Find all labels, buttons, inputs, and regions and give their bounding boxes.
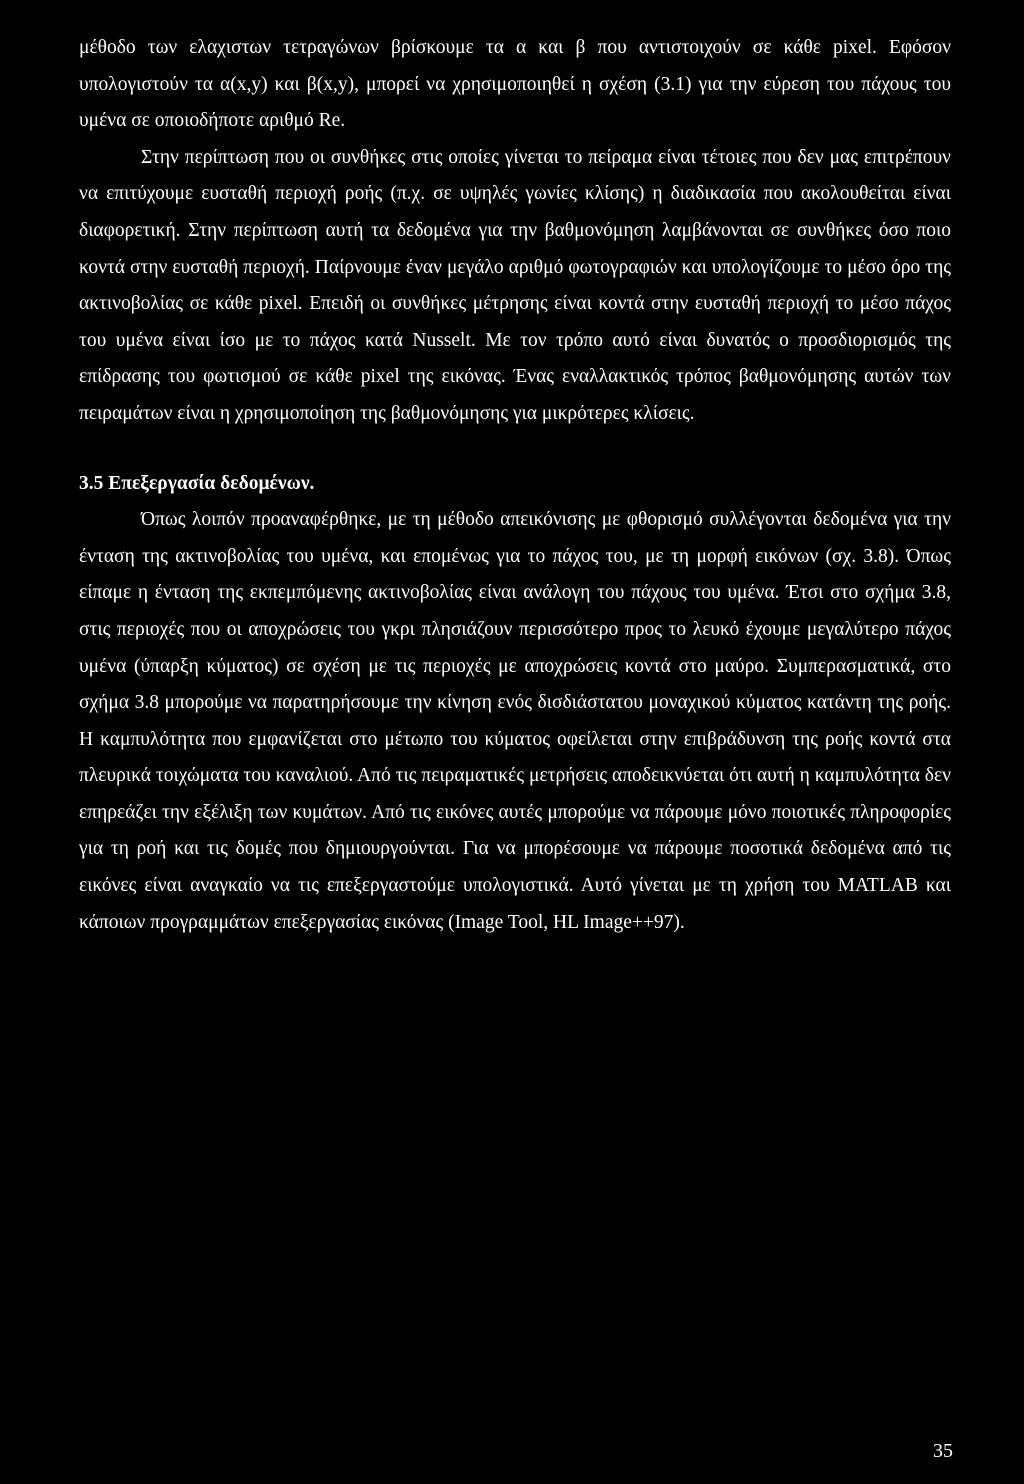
paragraph-continuation: μέθοδο των ελαχιστων τετραγώνων βρίσκουμε τα α και β που αντιστοιχούν σε κάθε pixel. Εφόσον υπολογιστούν τα α(x,y) και β(x,y), μπορεί να χρησιμοποιηθεί η σχέση (3.1) για την εύρεση του πάχους του υμένα σε οποιοδήποτε αριθμό Re.	[79, 37, 951, 132]
paragraph-calibration: Στην περίπτωση που οι συνθήκες στις οποίες γίνεται το πείραμα είναι τέτοιες που δεν μας επιτρέπουν να επιτύχουμε ευσταθή περιοχή ροής (π.χ. σε υψηλές γωνίες κλίσης) η διαδικασία που ακολουθείται είναι διαφορετική. Στην περίπτωση αυτή τα δεδομένα για την βαθμονόμηση λαμβάνονται σε συνθήκες όσο ποιο κοντά στην ευσταθή περιοχή. Παίρνουμε έναν μεγάλο αριθμό φωτογραφιών και υπολογίζουμε το μέσο όρο της ακτινοβολίας σε κάθε pixel. Επειδή οι συνθήκες μέτρησης είναι κοντά στην ευσταθή περιοχή το μέσο πάχος του υμένα είναι ίσο με το πάχος κατά Nusselt. Με τον τρόπο αυτό είναι δυνατός ο προσδιορισμός της επίδρασης του φωτισμού σε κάθε pixel της εικόνας. Ένας εναλλακτικός τρόπος βαθμονόμησης αυτών των πειραμάτων είναι η χρησιμοποίηση της βαθμονόμησης για μικρότερες κλίσεις.	[79, 146, 951, 424]
paragraph-data-processing: Όπως λοιπόν προαναφέρθηκε, με τη μέθοδο απεικόνισης με φθορισμό συλλέγονται δεδομένα για την ένταση της ακτινοβολίας του υμένα, και επομένως για το πάχος του, με τη μορφή εικόνων (σχ. 3.8). Όπως είπαμε η ένταση της εκπεμπόμενης ακτινοβολίας είναι ανάλογη του πάχους του υμένα. Έτσι στο σχήμα 3.8, στις περιοχές που οι αποχρώσεις του γκρι πλησιάζουν περισσότερο προς το λευκό έχουμε μεγαλύτερο πάχος υμένα (ύπαρξη κύματος) σε σχέση με τις περιοχές με αποχρώσεις κοντά στο μαύρο. Συμπερασματικά, στο σχήμα 3.8 μπορούμε να παρατηρήσουμε την κίνηση ενός δισδιάστατου μοναχικού κύματος κατάντη της ροής. Η καμπυλότητα που εμφανίζεται στο μέτωπο του κύματος οφείλεται στην επιβράδυνση της ροής κοντά στα πλευρικά τοιχώματα του καναλιού. Από τις πειραματικές μετρήσεις αποδεικνύεται ότι αυτή η καμπυλότητα δεν επηρεάζει την εξέλιξη των κυμάτων. Από τις εικόνες αυτές μπορούμε να πάρουμε μόνο ποιοτικές πληροφορίες για τη ροή και τις δομές που δημιουργούνται. Για να μπορέσουμε να πάρουμε ποσοτικά δεδομένα από τις εικόνες είναι αναγκαίο να τις επεξεργαστούμε υπολογιστικά. Αυτό γίνεται με τη χρήση του MATLAB και κάποιων προγραμμάτων επεξεργασίας εικόνας (Image Tool, HL Image++97).	[79, 509, 951, 933]
page-number: 35	[933, 1440, 953, 1462]
section-heading: 3.5 Επεξεργασία δεδομένων.	[79, 472, 315, 494]
document-page	[79, 30, 951, 941]
